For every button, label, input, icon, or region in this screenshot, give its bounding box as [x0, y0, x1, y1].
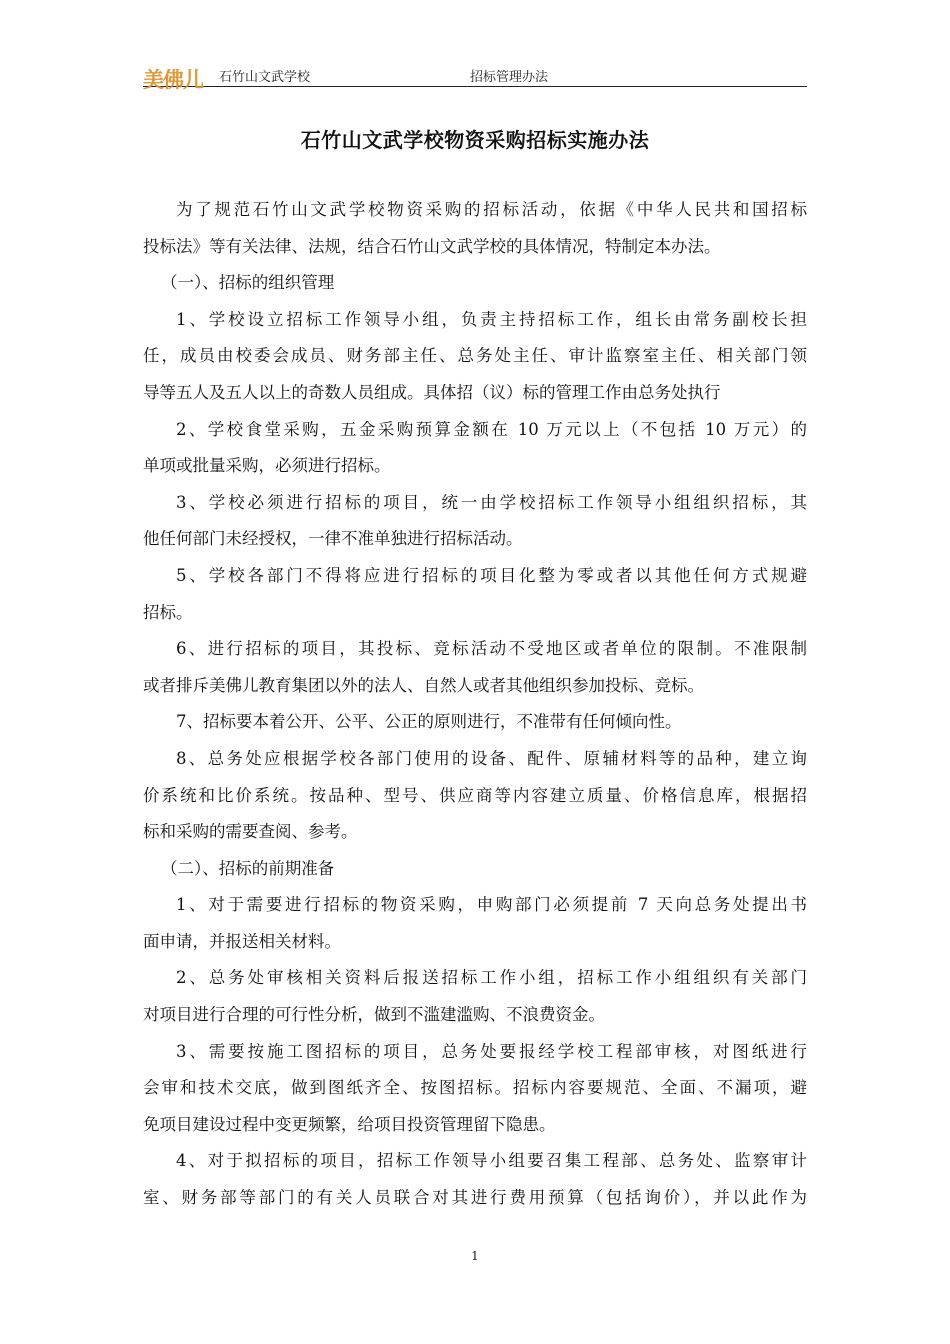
body-line: 2、总务处审核相关资料后报送招标工作小组，招标工作小组组织有关部门 — [176, 968, 807, 988]
body-line: 7、招标要本着公开、公平、公正的原则进行，不准带有任何倾向性。 — [176, 712, 682, 732]
body-line: 价系统和比价系统。按品种、型号、供应商等内容建立质量、价格信息库，根据招 — [143, 785, 807, 805]
body-line: 8、总务处应根据学校各部门使用的设备、配件、原辅材料等的品种，建立询 — [176, 748, 807, 768]
body-line: （一）、招标的组织管理 — [161, 273, 335, 293]
body-line: 或者排斥美佛儿教育集团以外的法人、自然人或者其他组织参加投标、竞标。 — [143, 675, 704, 695]
body-line: 4、对于拟招标的项目，招标工作领导小组要召集工程部、总务处、监察审计 — [176, 1151, 807, 1171]
body-line: 投标法》等有关法律、法规，结合石竹山文武学校的具体情况，特制定本办法。 — [143, 236, 721, 256]
body-line: 3、需要按施工图招标的项目，总务处要报经学校工程部审核，对图纸进行 — [176, 1041, 807, 1061]
body-line: 会审和技术交底，做到图纸齐全、按图招标。招标内容要规范、全面、不漏项，避 — [143, 1078, 807, 1098]
body-line: 导等五人及五人以上的奇数人员组成。具体招（议）标的管理工作由总务处执行 — [143, 382, 721, 402]
document-title: 石竹山文武学校物资采购招标实施办法 — [300, 128, 650, 152]
header-school-name: 石竹山文武学校 — [219, 70, 311, 85]
body-line: 6、进行招标的项目，其投标、竞标活动不受地区或者单位的限制。不准限制 — [176, 639, 807, 659]
body-line: （二）、招标的前期准备 — [161, 858, 335, 878]
body-line: 招标。 — [143, 602, 193, 622]
body-line: 他任何部门未经授权，一律不准单独进行招标活动。 — [143, 529, 523, 549]
header-document-name: 招标管理办法 — [470, 70, 549, 85]
body-line: 3、学校必须进行招标的项目，统一由学校招标工作领导小组组织招标，其 — [176, 492, 807, 512]
body-line: 1、对于需要进行招标的物资采购，申购部门必须提前 7 天向总务处提出书 — [176, 895, 807, 915]
document-body — [143, 196, 807, 1221]
body-line: 单项或批量采购，必须进行招标。 — [143, 456, 391, 476]
body-line: 对项目进行合理的可行性分析，做到不滥建滥购、不浪费资金。 — [143, 1005, 605, 1025]
body-line: 为了规范石竹山文武学校物资采购的招标活动，依据《中华人民共和国招标 — [176, 200, 807, 219]
body-line: 1、学校设立招标工作领导小组，负责主持招标工作，组长由常务副校长担 — [176, 309, 807, 329]
page-number: 1 — [471, 1249, 479, 1263]
body-line: 室、财务部等部门的有关人员联合对其进行费用预算（包括询价），并以此作为 — [143, 1188, 807, 1208]
school-logo: 美佛儿 — [143, 68, 203, 92]
page-header — [143, 60, 807, 92]
body-line: 标和采购的需要查阅、参考。 — [143, 822, 358, 842]
body-line: 面申请，并报送相关材料。 — [143, 931, 341, 951]
body-line: 免项目建设过程中变更频繁，给项目投资管理留下隐患。 — [143, 1114, 556, 1134]
body-line: 任，成员由校委会成员、财务部主任、总务处主任、审计监察室主任、相关部门领 — [143, 346, 807, 366]
body-line: 5、学校各部门不得将应进行招标的项目化整为零或者以其他任何方式规避 — [176, 565, 807, 585]
body-line: 2、学校食堂采购，五金采购预算金额在 10 万元以上（不包括 10 万元）的 — [176, 419, 807, 439]
